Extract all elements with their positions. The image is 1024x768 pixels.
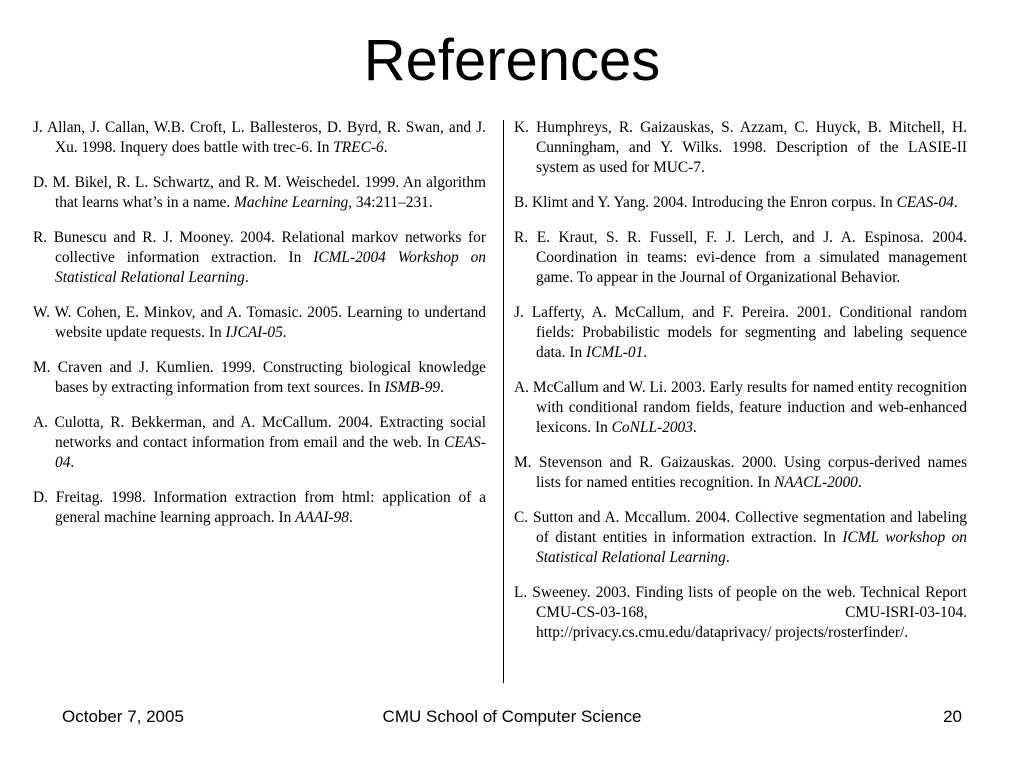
reference-item: C. Sutton and A. Mccallum. 2004. Collective segmentation and labeling of distant entities in information extraction. In ICML workshop on Statistical Relational Learning.: [514, 509, 967, 566]
reference-item: J. Lafferty, A. McCallum, and F. Pereira. 2001. Conditional random fields: Probabilistic models for segmenting and labeling sequence data. In ICML-01.: [514, 304, 967, 361]
footer-institution: CMU School of Computer Science: [382, 707, 642, 726]
reference-item: W. W. Cohen, E. Minkov, and A. Tomasic. 2005. Learning to undertand website update requests. In IJCAI-05.: [33, 304, 486, 341]
references-right-column: [514, 118, 967, 658]
footer-page-number: 20: [943, 707, 962, 726]
reference-item: K. Humphreys, R. Gaizauskas, S. Azzam, C. Huyck, B. Mitchell, H. Cunningham, and Y. Wilks. 1998. Description of the LASIE-II system as used for MUC-7.: [514, 119, 967, 176]
reference-item: B. Klimt and Y. Yang. 2004. Introducing the Enron corpus. In CEAS-04.: [514, 194, 958, 211]
reference-item: A. Culotta, R. Bekkerman, and A. McCallum. 2004. Extracting social networks and contact information from email and the web. In CEAS-04.: [33, 414, 486, 471]
column-divider: [503, 120, 504, 683]
footer-date: October 7, 2005: [62, 707, 184, 726]
reference-item: L. Sweeney. 2003. Finding lists of people on the web. Technical Report CMU-CS-03-168, CMU-ISRI-03-104. http://privacy.cs.cmu.edu/dataprivacy/ projects/rosterfinder/.: [514, 584, 967, 641]
reference-item: A. McCallum and W. Li. 2003. Early results for named entity recognition with conditional random fields, feature induction and web-enhanced lexicons. In CoNLL-2003.: [514, 379, 967, 436]
reference-item: R. E. Kraut, S. R. Fussell, F. J. Lerch, and J. A. Espinosa. 2004. Coordination in teams: evi-dence from a simulated management game. To appear in the Journal of Organizational Behavior.: [514, 229, 967, 286]
reference-item: R. Bunescu and R. J. Mooney. 2004. Relational markov networks for collective information extraction. In ICML-2004 Workshop on Statistical Relational Learning.: [33, 229, 487, 286]
reference-item: M. Craven and J. Kumlien. 1999. Constructing biological knowledge bases by extracting information from text sources. In ISMB-99.: [33, 359, 486, 396]
slide-title: References: [363, 28, 661, 93]
references-left-column: [33, 118, 486, 543]
reference-item: D. Freitag. 1998. Information extraction from html: application of a general machine learning approach. In AAAI-98.: [33, 489, 486, 526]
reference-item: J. Allan, J. Callan, W.B. Croft, L. Ballesteros, D. Byrd, R. Swan, and J. Xu. 1998. Inquery does battle with trec-6. In TREC-6.: [33, 119, 486, 156]
reference-item: D. M. Bikel, R. L. Schwartz, and R. M. Weischedel. 1999. An algorithm that learns what’s in a name. Machine Learning, 34:211–231.: [33, 174, 486, 211]
reference-item: M. Stevenson and R. Gaizauskas. 2000. Using corpus-derived names lists for named entities recognition. In NAACL-2000.: [514, 454, 967, 491]
